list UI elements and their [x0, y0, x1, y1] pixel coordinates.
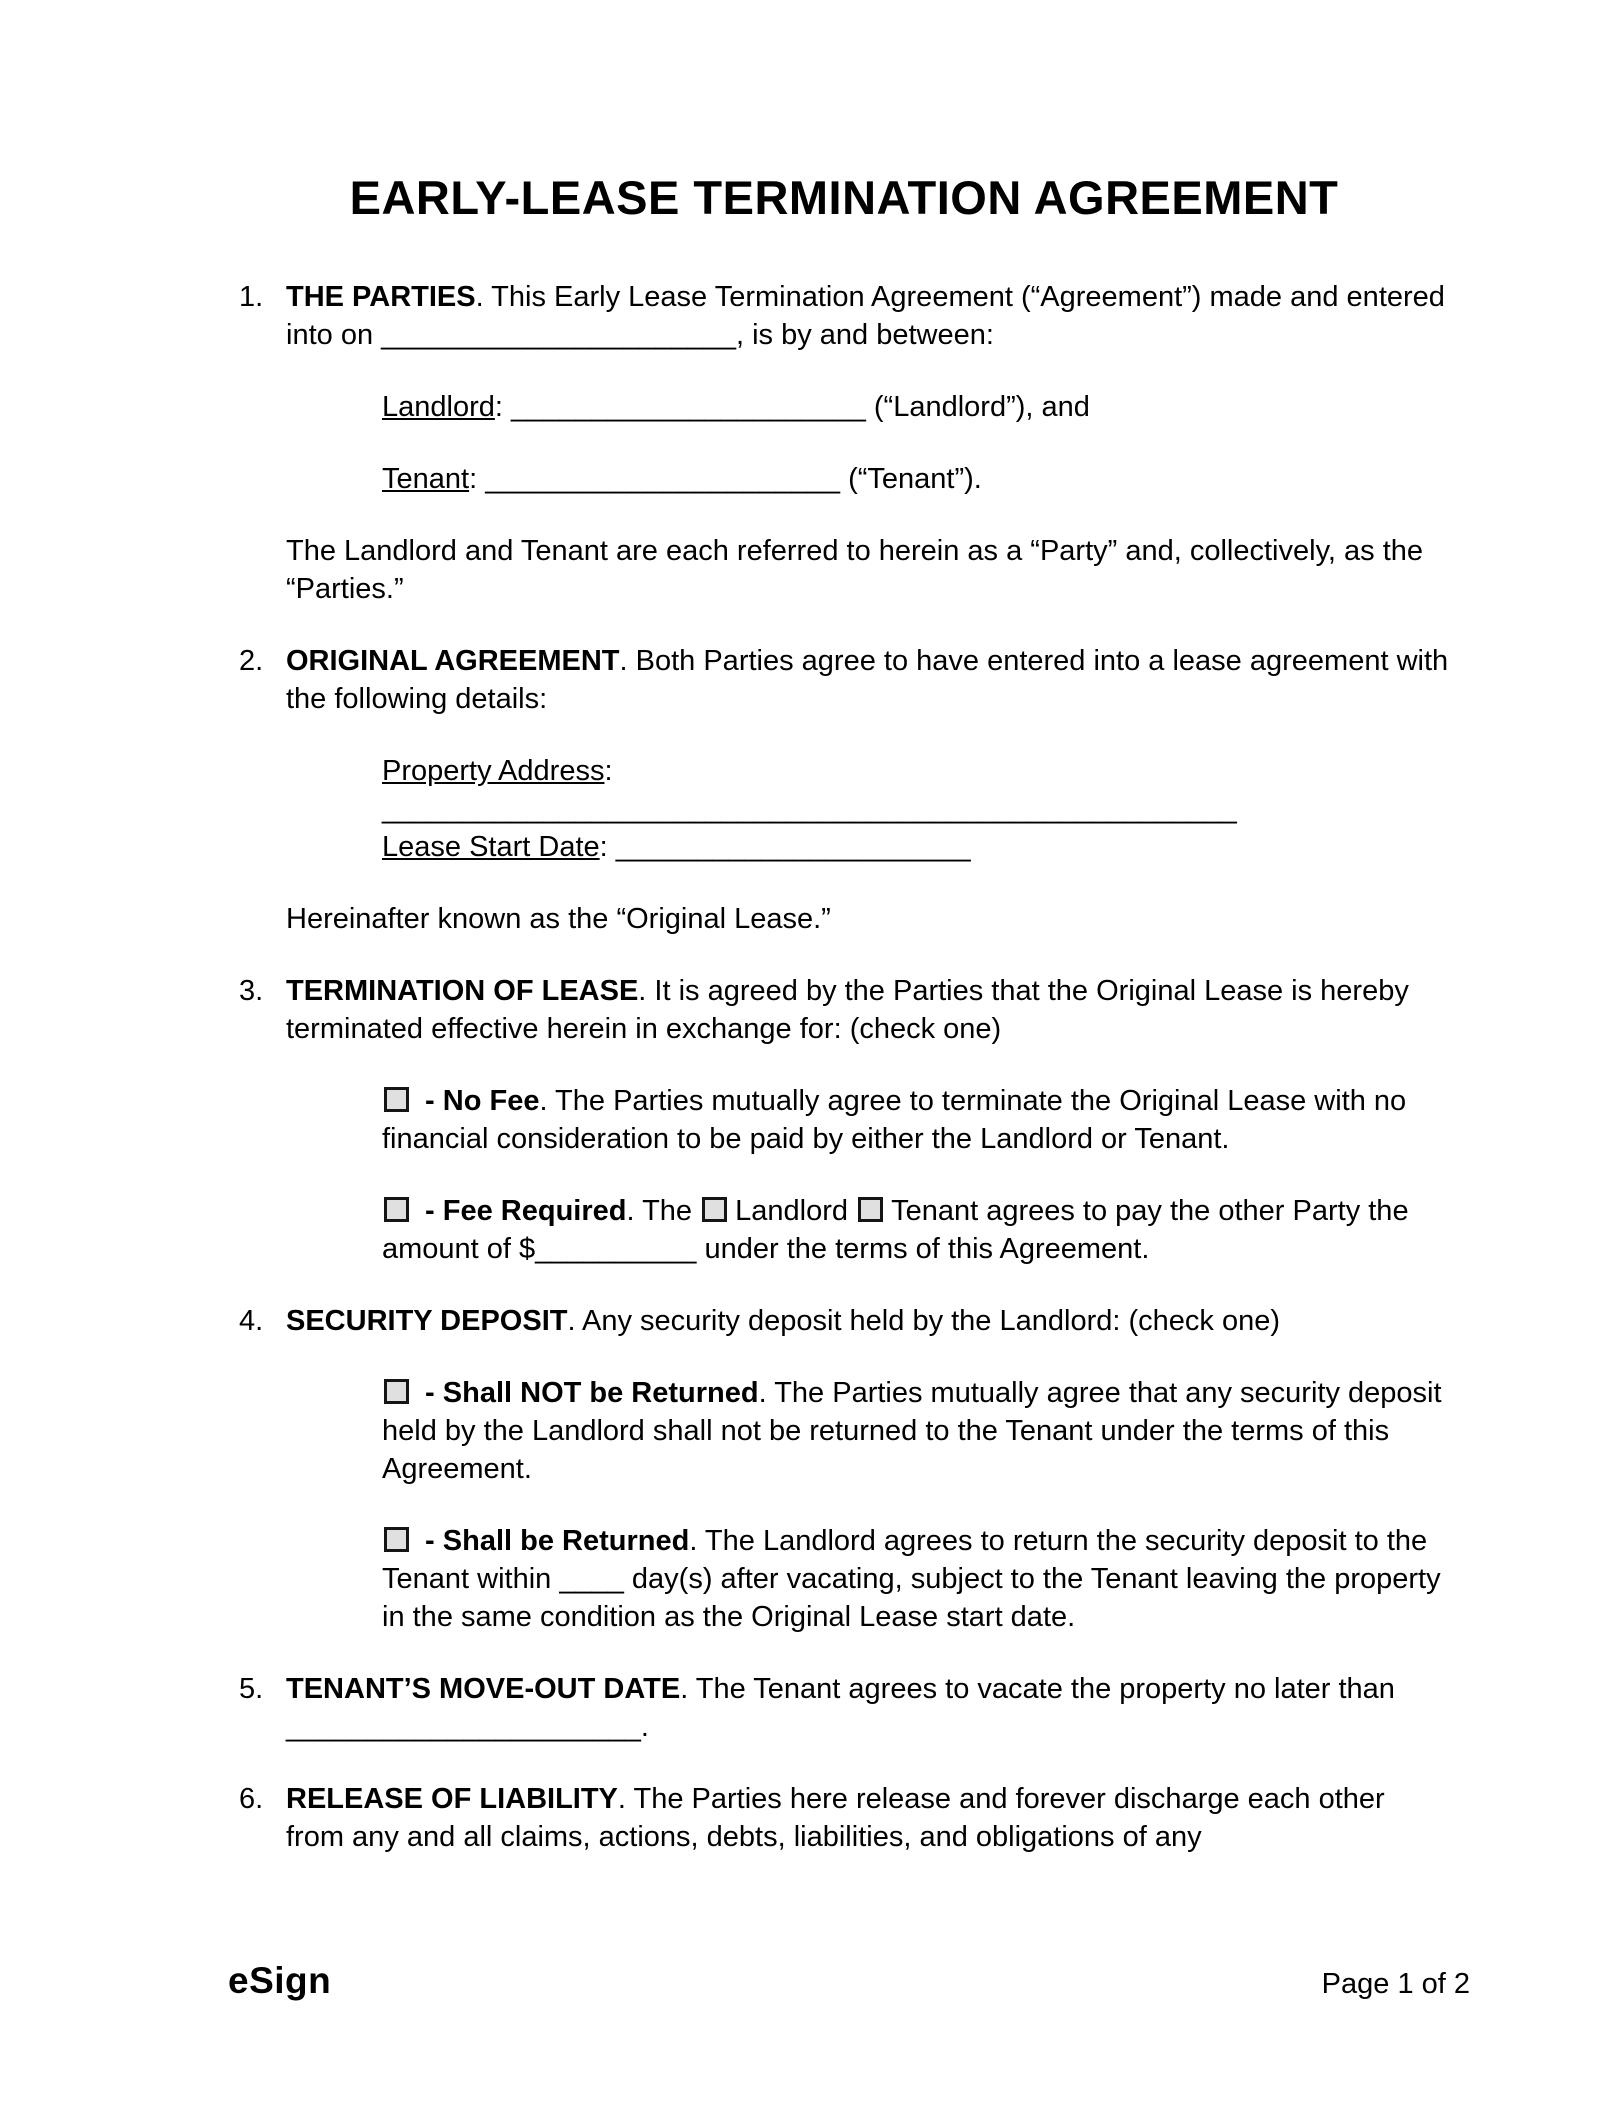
text-run: . The: [626, 1195, 701, 1227]
checkbox-icon: [384, 1197, 409, 1222]
text-run: :: [469, 463, 486, 495]
section-the-parties: [239, 278, 1449, 354]
text-run: (“Landlord”), and: [865, 391, 1090, 423]
text-run: .: [640, 1711, 649, 1743]
section-number: 3.: [239, 975, 264, 1007]
text-run: . The Landlord agrees to return the security deposit to the Tenant within: [382, 1525, 1428, 1595]
lease-start-date-label: Lease Start Date: [382, 831, 600, 863]
text-run: . The Parties here release and forever discharge each other from any and all claims, actions, debts, liabilities, and obligations of any: [286, 1783, 1385, 1853]
section-tenants-move-out-date: [239, 1670, 1449, 1746]
section-termination-of-lease: [239, 972, 1449, 1048]
blank-line: ____: [559, 1563, 624, 1595]
text-run: -: [417, 1085, 443, 1117]
section-text: [286, 1780, 1449, 1856]
page-footer: [228, 1962, 1470, 2003]
section-number: 2.: [239, 645, 264, 677]
section-text: [286, 972, 1449, 1048]
fee-required-option: [382, 1192, 1449, 1268]
text-run: , is by and between:: [735, 319, 994, 351]
checkbox-icon: [384, 1087, 409, 1112]
text-run: -: [417, 1195, 443, 1227]
text-run: under the terms of this Agreement.: [696, 1233, 1150, 1265]
text-run: -: [417, 1525, 443, 1557]
section-text: [286, 1670, 1449, 1746]
tenant-option-label: Tenant: [891, 1195, 979, 1227]
original-lease-details: [382, 752, 1449, 866]
page-indicator: Page 1 of 2: [1321, 1968, 1470, 2000]
section-text: [286, 1302, 1449, 1340]
esign-logo: eSign: [228, 1960, 332, 2001]
section-text: [286, 278, 1449, 354]
blank-line: ______________________: [286, 1711, 641, 1743]
section-heading: TENANT’S MOVE-OUT DATE: [286, 1673, 681, 1705]
property-address-label: Property Address: [382, 755, 605, 787]
blank-line: __________: [535, 1233, 697, 1265]
no-fee-option: [382, 1082, 1449, 1158]
text-run: . The Tenant agrees to vacate the property no later than: [680, 1673, 1395, 1705]
section-original-agreement: [239, 642, 1449, 718]
landlord-option-label: Landlord: [735, 1195, 857, 1227]
text-run: :: [494, 391, 511, 423]
checkbox-icon: [384, 1527, 409, 1552]
section-number: 6.: [239, 1783, 264, 1815]
blank-line: ______________________: [485, 463, 841, 495]
text-run: . It is agreed by the Parties that the Original Lease is hereby terminated effective herein in exchange for: (check one): [286, 975, 1409, 1045]
text-run: :: [599, 831, 616, 863]
landlord-line: [382, 388, 1449, 426]
text-run: -: [417, 1377, 443, 1409]
section-number: 4.: [239, 1305, 264, 1337]
shall-not-be-returned-option: [382, 1374, 1449, 1488]
section-text: [286, 642, 1449, 718]
text-run: . The Parties mutually agree that any security deposit held by the Landlord shall not be returned to the Tenant under the terms of this Agreement.: [382, 1377, 1442, 1485]
checkbox-icon: [702, 1197, 727, 1222]
section-heading: THE PARTIES: [286, 281, 476, 313]
text-run: (“Tenant”).: [840, 463, 982, 495]
blank-line: ______________________: [511, 391, 866, 423]
landlord-label: Landlord: [382, 391, 495, 423]
text-run: . The Parties mutually agree to terminate the Original Lease with no financial consideration to be paid by either the Landlord or Tenant.: [382, 1085, 1407, 1155]
text-run: :: [604, 755, 613, 787]
checkbox-icon: [858, 1197, 883, 1222]
section-release-of-liability: [239, 1780, 1449, 1856]
section-security-deposit: [239, 1302, 1449, 1340]
parties-note: The Landlord and Tenant are each referred to herein as a “Party” and, collectively, as the “Parties.”: [286, 535, 1424, 605]
section-heading: ORIGINAL AGREEMENT: [286, 645, 620, 677]
text-run: day(s) after vacating, subject to the Tenant leaving the property in the same condition as the Original Lease start date.: [382, 1563, 1441, 1633]
section-heading: TERMINATION OF LEASE: [286, 975, 639, 1007]
tenant-line: [382, 460, 1449, 498]
blank-line: ______________________: [615, 831, 971, 863]
section-number: 5.: [239, 1673, 264, 1705]
option-heading: Shall be Returned: [442, 1525, 690, 1557]
text-run: agrees to pay the other Party the amount of $: [382, 1195, 1409, 1265]
section-number: 1.: [239, 281, 264, 313]
option-heading: No Fee: [442, 1085, 540, 1117]
section-heading: RELEASE OF LIABILITY: [286, 1783, 618, 1815]
option-heading: Fee Required: [442, 1195, 627, 1227]
shall-be-returned-option: [382, 1522, 1449, 1636]
tenant-label: Tenant: [382, 463, 470, 495]
lease-start-date-line: [382, 828, 1449, 866]
text-run: . Any security deposit held by the Landlord: (check one): [567, 1305, 1280, 1337]
blank-line: _____________________________________________________: [382, 793, 1237, 825]
property-address-line: [382, 752, 1449, 828]
option-heading: Shall NOT be Returned: [442, 1377, 759, 1409]
hereinafter-note: Hereinafter known as the “Original Lease.”: [286, 903, 831, 935]
text-run: . This Early Lease Termination Agreement (“Agreement”) made and entered into on: [286, 281, 1445, 351]
blank-line: ______________________: [381, 319, 736, 351]
checkbox-icon: [384, 1379, 409, 1404]
document-title: EARLY-LEASE TERMINATION AGREEMENT: [349, 171, 1339, 224]
text-run: . Both Parties agree to have entered into a lease agreement with the following details:: [286, 645, 1449, 715]
section-heading: SECURITY DEPOSIT: [286, 1305, 568, 1337]
